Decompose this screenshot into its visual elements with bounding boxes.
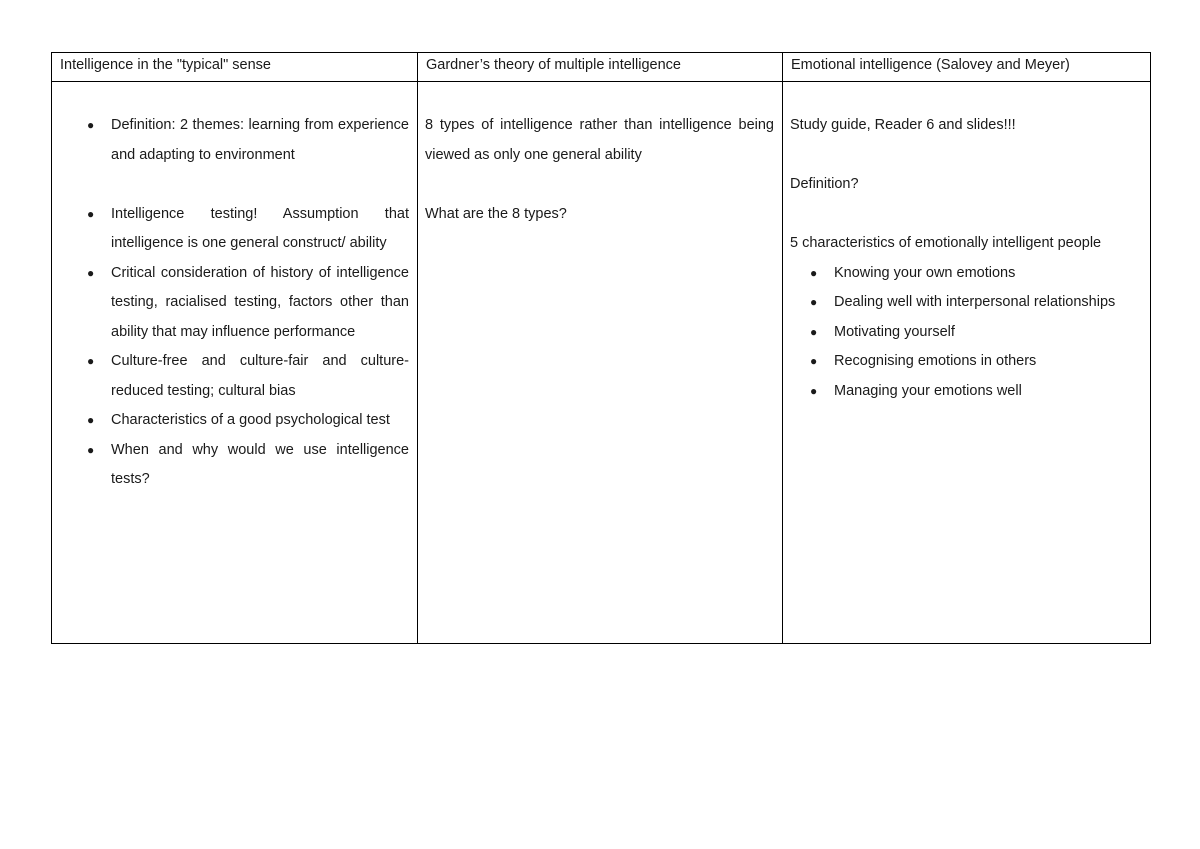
list-item-text: Characteristics of a good psychological test bbox=[111, 412, 390, 428]
list-item bbox=[60, 111, 409, 170]
emotional-study-note: Study guide, Reader 6 and slides!!! bbox=[790, 117, 1016, 133]
body-cell-typical bbox=[52, 82, 418, 644]
bullet-dot-icon: ● bbox=[87, 206, 95, 221]
list-item bbox=[60, 436, 409, 495]
emotional-characteristics-intro: 5 characteristics of emotionally intelligent people bbox=[790, 235, 1102, 251]
list-item bbox=[790, 259, 1142, 289]
bullet-dot-icon: ● bbox=[87, 354, 95, 368]
emotional-definition-question: Definition? bbox=[790, 176, 859, 192]
list-item-text: Managing your emotions well bbox=[834, 382, 1022, 399]
bullet-dot-icon: ● bbox=[87, 118, 95, 132]
header-gardner-theory: Gardner’s theory of multiple intelligence bbox=[426, 57, 681, 73]
list-item-text: Recognising emotions in others bbox=[834, 353, 1037, 369]
paragraph-gap bbox=[790, 200, 1142, 230]
list-item-text: Intelligence testing! Assumption that intelligence is one general construct/ ability bbox=[111, 205, 409, 251]
bullet-dot-icon: ● bbox=[87, 442, 95, 457]
gardner-paragraph-types: 8 types of intelligence rather than intelligence being viewed as only one general ability bbox=[425, 117, 774, 163]
document-page bbox=[51, 52, 1150, 644]
list-item bbox=[60, 259, 409, 348]
paragraph-gap bbox=[790, 141, 1142, 171]
study-table bbox=[51, 52, 1151, 644]
paragraph-gap bbox=[425, 170, 774, 200]
list-item bbox=[790, 347, 1142, 377]
bullet-dot-icon: ● bbox=[810, 295, 818, 309]
body-cell-emotional bbox=[783, 82, 1151, 644]
typical-bullet-list bbox=[60, 111, 409, 495]
list-item bbox=[790, 318, 1142, 348]
list-item-text: Dealing well with interpersonal relationships bbox=[834, 294, 1116, 310]
list-item-text: Motivating yourself bbox=[834, 323, 955, 340]
header-row bbox=[52, 53, 1151, 82]
list-item-text: Knowing your own emotions bbox=[834, 264, 1016, 281]
body-row bbox=[52, 82, 1151, 644]
bullet-dot-icon: ● bbox=[87, 413, 95, 427]
list-item bbox=[790, 288, 1142, 318]
bullet-dot-icon: ● bbox=[810, 265, 818, 280]
list-item bbox=[60, 200, 409, 259]
header-cell-gardner bbox=[418, 53, 783, 82]
list-item-text: Culture-free and culture-fair and culture-reduced testing; cultural bias bbox=[111, 353, 409, 399]
header-cell-typical bbox=[52, 53, 418, 82]
list-item bbox=[790, 377, 1142, 407]
bullet-dot-icon: ● bbox=[810, 324, 818, 339]
list-item-text: When and why would we use intelligence tests? bbox=[111, 441, 409, 487]
body-cell-gardner bbox=[418, 82, 783, 644]
header-typical-intelligence: Intelligence in the "typical" sense bbox=[60, 57, 272, 73]
header-cell-emotional bbox=[783, 53, 1151, 82]
bullet-dot-icon: ● bbox=[810, 354, 818, 368]
bullet-dot-icon: ● bbox=[810, 383, 818, 398]
gardner-question: What are the 8 types? bbox=[425, 205, 567, 222]
header-emotional-intelligence: Emotional intelligence (Salovey and Meyer) bbox=[791, 57, 1070, 73]
emotional-bullet-list bbox=[790, 259, 1142, 407]
list-item-text: Definition: 2 themes: learning from experience and adapting to environment bbox=[111, 117, 409, 163]
list-item-text: Critical consideration of history of intelligence testing, racialised testing, factors other than ability that may influence performance bbox=[111, 264, 409, 340]
list-gap bbox=[60, 170, 409, 200]
list-item bbox=[60, 347, 409, 406]
bullet-dot-icon: ● bbox=[87, 265, 95, 280]
list-item bbox=[60, 406, 409, 436]
